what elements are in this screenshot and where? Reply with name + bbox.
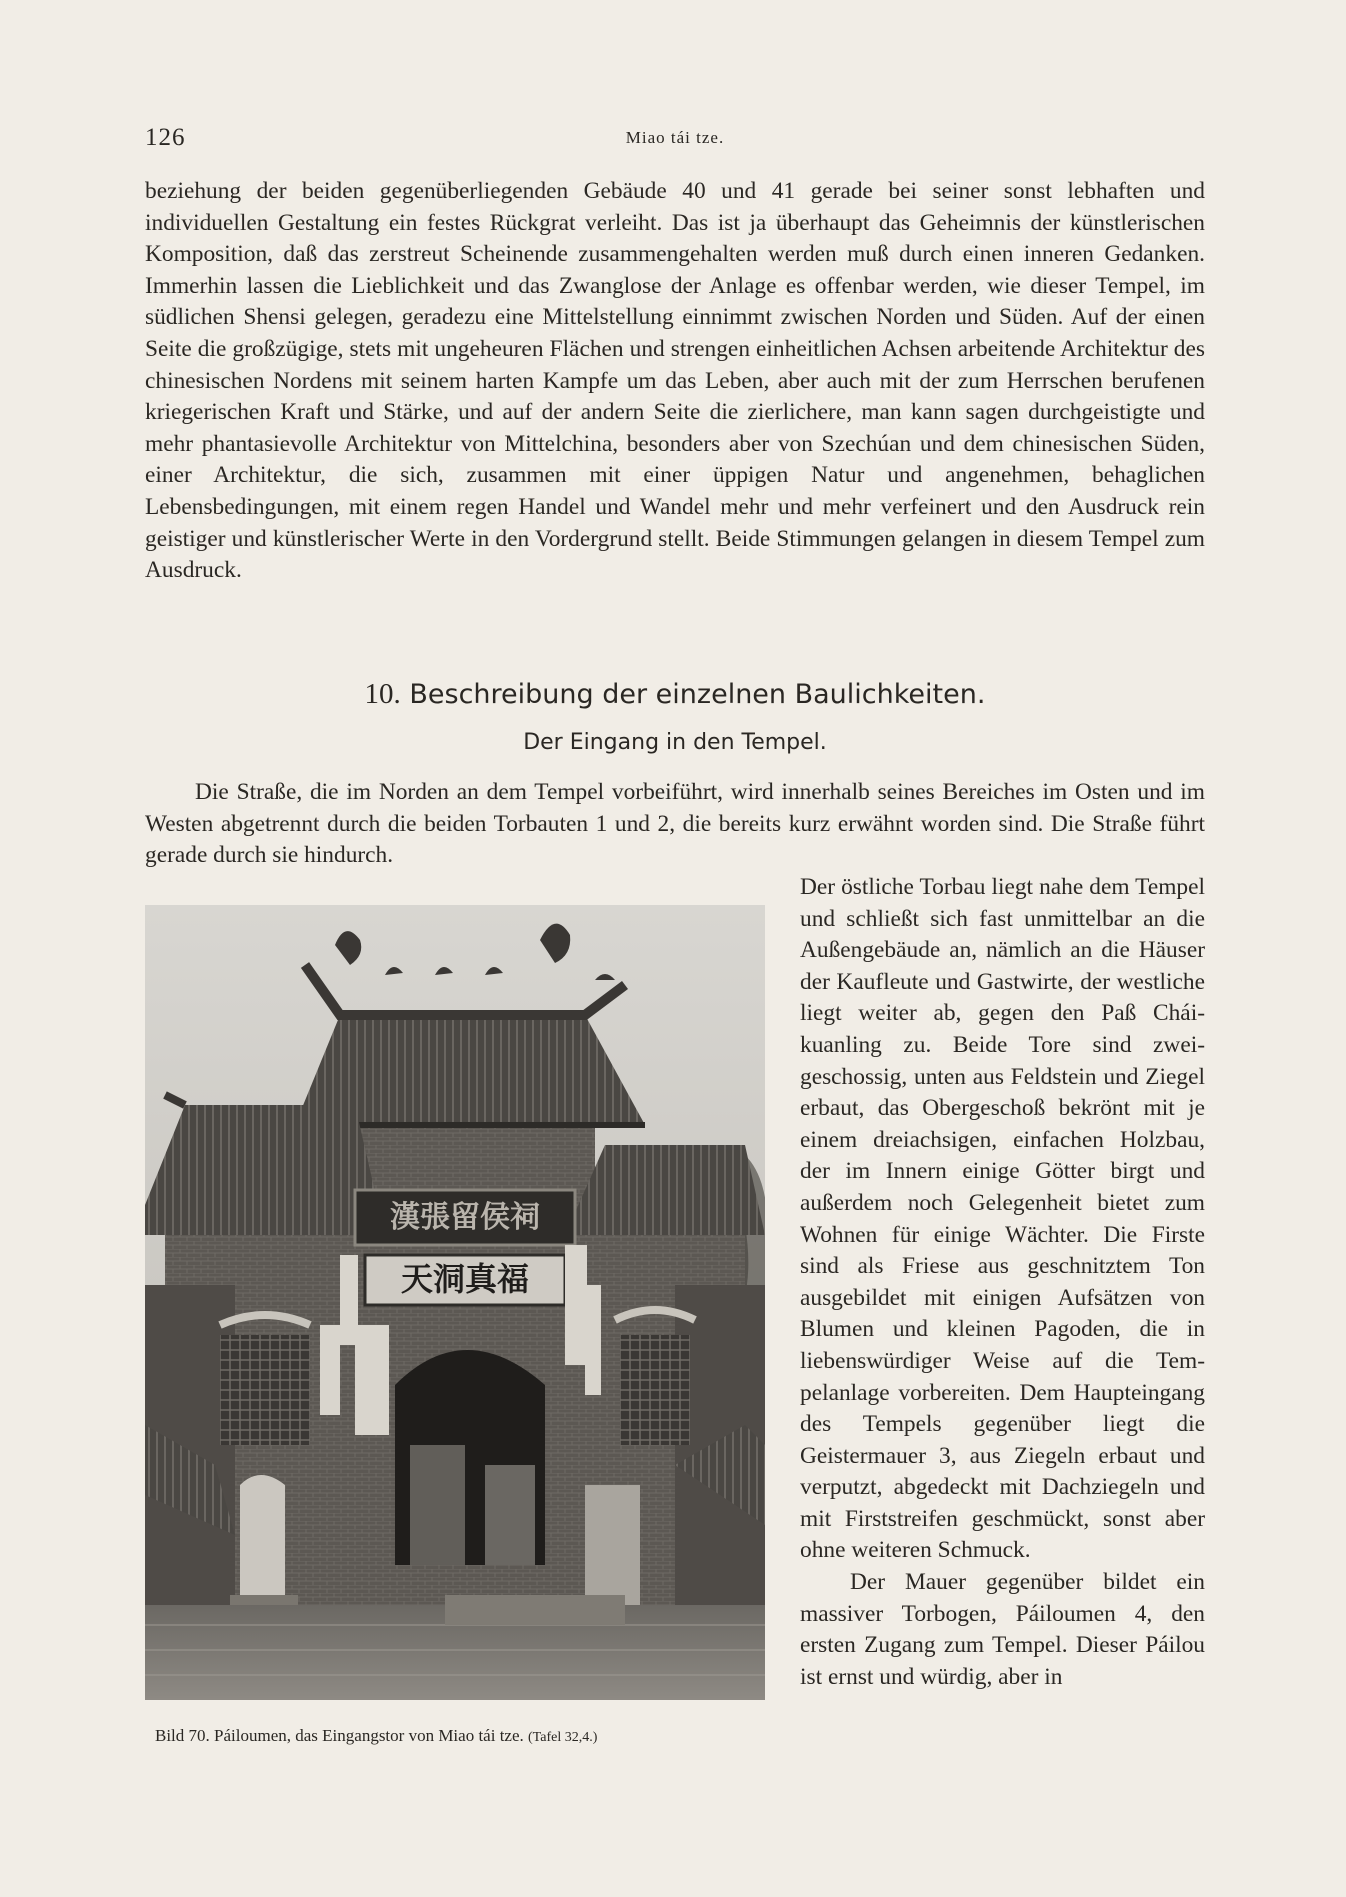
text-column [800, 872, 1205, 1693]
figure-caption [145, 1726, 765, 1746]
intro-paragraph-text: beziehung der beiden gegenüberliegenden Gebäude 40 und 41 gerade bei seiner sonst lebhaften und individuellen Gestaltung ein festes Rückgrat verleiht. Das ist ja überhaupt das Geheimnis der künstlerischen Komposition, daß das zerstreut Scheinende zusammengehalten werden muß durch einen inneren Gedanken. Immerhin lassen die Lieblichkeit und das Zwanglose der Anlage es offenbar werden, wie dieser Tempel, im südlichen Shensi gelegen, geradezu eine Mittelstellung einnimmt zwischen Norden und Süden. Auf der einen Seite die großzügige, stets mit ungeheuren Flächen und strengen einheitlichen Achsen arbeitende Architektur des chinesischen Nordens mit seinem harten Kampfe um das Leben, aber auch mit der zum Herrschen berufenen kriegerischen Kraft und Stärke, und auf der andern Seite die zierlichere, man kann sagen durchgeistigte und mehr phantasievolle Architektur von Mittelchina, besonders aber von Szechúan und dem chinesischen Süden, einer Architektur, die sich, zusammen mit einer üppigen Natur und angenehmen, behaglichen Lebensbedingungen, mit einem regen Handel und Wandel mehr und mehr verfeinert und den Ausdruck rein geistiger und künstlerischer Werte in den Vordergrund stellt. Beide Stimmungen gelangen in diesem Tempel zum Ausdruck. [145, 178, 1205, 584]
caption-text: Bild 70. Páiloumen, das Eingangstor von Miao tái tze. [155, 1726, 524, 1745]
intro-paragraph [145, 176, 1205, 587]
section-heading [145, 678, 1205, 711]
section-title: Beschreibung der einzelnen Baulichkeiten. [409, 679, 986, 710]
sub-heading: Der Eingang in den Tempel. [523, 730, 827, 755]
upper-sign-inscription: 漢張留侯祠 [390, 1200, 540, 1235]
caption-plate-reference: (Tafel 32,4.) [528, 1730, 598, 1745]
section-number: 10. [364, 678, 401, 710]
lower-sign-inscription: 天洞真福 [400, 1260, 530, 1298]
gate-photograph [145, 905, 765, 1700]
running-title: Miao tái tze. [625, 128, 725, 147]
paragraph-column-1: Der östliche Torbau liegt nahe dem Tempel und schließt sich fast unmittelbar an die Außengebäude an, nämlich an die Häuser der Kaufleute und Gastwirte, der westliche liegt weiter ab, gegen den Paß Cháikuanling zu. Beide Tore sind zweigeschossig, unten aus Feldstein und Ziegel erbaut, das Obergeschoß bekrönt mit je einem dreiachsigen, einfachen Holzbau, der im Innern einige Götter birgt und außerdem noch Gelegenheit bietet zum Wohnen für einige Wächter. Die Firste sind als Friese aus geschnitztem Ton ausgebildet mit einigen Aufsätzen von Blumen und kleinen Pagoden, die in liebenswürdiger Weise auf die Tempelanlage vorbereiten. Dem Haupteingang des Tempels gegenüber liegt die Geistermauer 3, aus Ziegeln erbaut und verputzt, abgedeckt mit Dachziegeln und mit Firststreifen geschmückt, sonst aber ohne weiteren Schmuck. [800, 874, 1205, 1564]
paragraph-column-2: Der Mauer gegenüber bildet ein massiver Torbogen, Páiloumen 4, den ersten Zugang zum Tempel. Dieser Páilou ist ernst und würdig, aber in [800, 1569, 1205, 1690]
paragraph-full-width: Die Straße, die im Norden an dem Tempel vorbeiführt, wird innerhalb seines Bereiches im Osten und im Westen abgetrennt durch die beiden Torbauten 1 und 2, die bereits kurz erwähnt worden sind. Die Straße führt gerade durch sie hindurch. [145, 779, 1205, 869]
page-header [145, 124, 1205, 154]
figure-photo [145, 905, 765, 1700]
page-number: 126 [145, 124, 186, 151]
